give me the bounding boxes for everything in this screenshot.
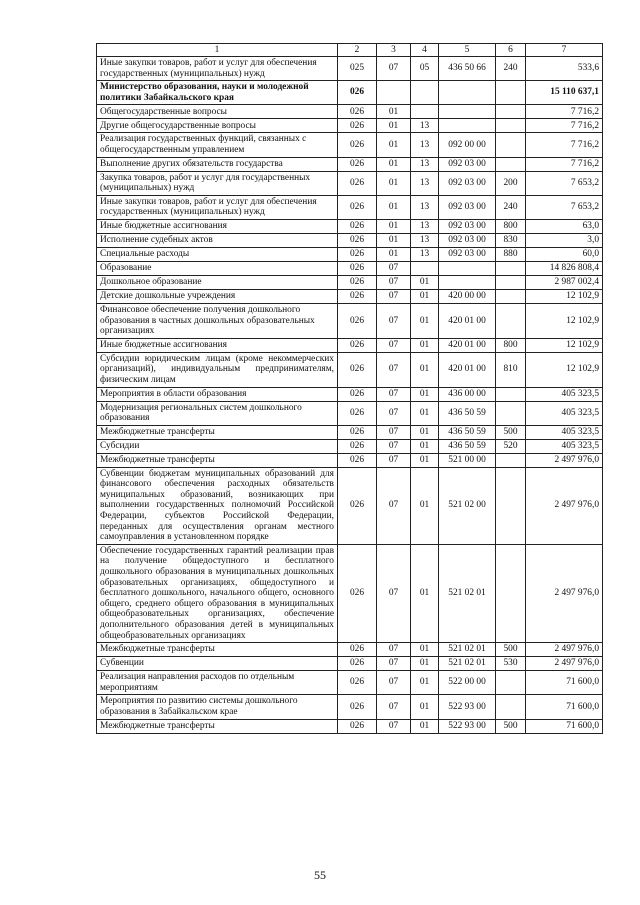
target-article-code: 092 03 00: [439, 247, 496, 261]
expense-type-code: 200: [496, 171, 526, 195]
column-number-3: 3: [377, 44, 411, 57]
subsection-code: 13: [411, 133, 439, 157]
expense-type-code: 830: [496, 233, 526, 247]
row-name: Выполнение других обязательств государства: [97, 157, 338, 171]
row-name: Финансовое обеспечение получения дошкольного образования в частных дошкольных образовательных организациях: [97, 303, 338, 338]
target-article-code: [439, 119, 496, 133]
budget-table-page: [96, 43, 602, 734]
table-row: [97, 133, 603, 157]
expense-type-code: [496, 467, 526, 544]
table-row: [97, 219, 603, 233]
target-article-code: 092 03 00: [439, 157, 496, 171]
section-code: 07: [377, 289, 411, 303]
section-code: 07: [377, 387, 411, 401]
row-name: Закупка товаров, работ и услуг для государственных (муниципальных) нужд: [97, 171, 338, 195]
expense-type-code: [496, 401, 526, 425]
amount: 15 110 637,1: [526, 81, 603, 105]
column-number-2: 2: [338, 44, 377, 57]
table-row: [97, 57, 603, 81]
ministry-code: 026: [338, 467, 377, 544]
ministry-code: 026: [338, 157, 377, 171]
amount: 405 323,5: [526, 439, 603, 453]
subsection-code: 01: [411, 275, 439, 289]
table-row: [97, 401, 603, 425]
expense-type-code: [496, 695, 526, 719]
target-article-code: 420 01 00: [439, 303, 496, 338]
amount: 2 497 976,0: [526, 544, 603, 642]
target-article-code: 521 02 01: [439, 657, 496, 671]
amount: 71 600,0: [526, 695, 603, 719]
column-number-4: 4: [411, 44, 439, 57]
table-row: [97, 275, 603, 289]
row-name: Образование: [97, 261, 338, 275]
expense-type-code: [496, 133, 526, 157]
section-code: 07: [377, 401, 411, 425]
section-code: 07: [377, 467, 411, 544]
subsection-code: 01: [411, 439, 439, 453]
table-row: [97, 719, 603, 733]
amount: 12 102,9: [526, 352, 603, 387]
expense-type-code: [496, 289, 526, 303]
table-row: [97, 671, 603, 695]
ministry-code: 026: [338, 233, 377, 247]
amount: 405 323,5: [526, 387, 603, 401]
table-row: [97, 105, 603, 119]
row-name: Мероприятия по развитию системы дошкольного образования в Забайкальском крае: [97, 695, 338, 719]
expense-type-code: 520: [496, 439, 526, 453]
subsection-code: [411, 261, 439, 275]
target-article-code: 521 00 00: [439, 453, 496, 467]
row-name: Субвенции: [97, 657, 338, 671]
ministry-code: 026: [338, 247, 377, 261]
ministry-code: 026: [338, 401, 377, 425]
subsection-code: 01: [411, 544, 439, 642]
expense-type-code: 800: [496, 219, 526, 233]
ministry-code: 026: [338, 387, 377, 401]
ministry-code: 026: [338, 119, 377, 133]
section-code: 07: [377, 275, 411, 289]
ministry-code: 026: [338, 544, 377, 642]
expense-type-code: [496, 275, 526, 289]
section-code: 01: [377, 157, 411, 171]
target-article-code: 436 50 59: [439, 439, 496, 453]
subsection-code: 01: [411, 401, 439, 425]
section-code: 07: [377, 303, 411, 338]
subsection-code: [411, 105, 439, 119]
subsection-code: 13: [411, 157, 439, 171]
expense-type-code: 240: [496, 57, 526, 81]
subsection-code: 01: [411, 303, 439, 338]
target-article-code: [439, 275, 496, 289]
target-article-code: 092 03 00: [439, 195, 496, 219]
amount: 2 497 976,0: [526, 657, 603, 671]
ministry-code: 026: [338, 81, 377, 105]
ministry-code: 026: [338, 671, 377, 695]
subsection-code: 01: [411, 453, 439, 467]
row-name: Модернизация региональных систем дошкольного образования: [97, 401, 338, 425]
section-code: 07: [377, 338, 411, 352]
subsection-code: 01: [411, 289, 439, 303]
page-number: 55: [314, 868, 326, 882]
column-number-5: 5: [439, 44, 496, 57]
amount: 7 716,2: [526, 105, 603, 119]
expense-type-code: 240: [496, 195, 526, 219]
row-name: Реализация направления расходов по отдельным мероприятиям: [97, 671, 338, 695]
table-row: [97, 261, 603, 275]
subsection-code: 01: [411, 467, 439, 544]
target-article-code: 521 02 01: [439, 544, 496, 642]
target-article-code: 522 00 00: [439, 671, 496, 695]
table-row: [97, 643, 603, 657]
table-row: [97, 289, 603, 303]
expense-type-code: 500: [496, 425, 526, 439]
subsection-code: 01: [411, 695, 439, 719]
table-body: [97, 57, 603, 734]
amount: 7 716,2: [526, 133, 603, 157]
row-name: Детские дошкольные учреждения: [97, 289, 338, 303]
expense-type-code: [496, 261, 526, 275]
amount: 2 497 976,0: [526, 467, 603, 544]
amount: 2 497 976,0: [526, 453, 603, 467]
row-name: Дошкольное образование: [97, 275, 338, 289]
expense-type-code: [496, 303, 526, 338]
ministry-code: 026: [338, 195, 377, 219]
section-code: 07: [377, 453, 411, 467]
expense-type-code: [496, 544, 526, 642]
amount: 14 826 808,4: [526, 261, 603, 275]
row-name: Обеспечение государственных гарантий реализации прав на получение общедоступного и бесплатного дошкольного образования в муниципальных дошкольных образовательных организациях, общедоступного и бесплатного дошкольного, начального общего, основного общего, среднего общего образования в муниципальных общеобразовательных организациях, обеспечение дополнительного образования детей в муниципальных общеобразовательных организациях: [97, 544, 338, 642]
amount: 63,0: [526, 219, 603, 233]
target-article-code: 420 01 00: [439, 338, 496, 352]
expense-type-code: [496, 453, 526, 467]
ministry-code: 026: [338, 352, 377, 387]
section-code: 01: [377, 133, 411, 157]
table-row: [97, 233, 603, 247]
column-number-6: 6: [496, 44, 526, 57]
subsection-code: 13: [411, 195, 439, 219]
expense-type-code: 810: [496, 352, 526, 387]
ministry-code: 026: [338, 133, 377, 157]
row-name: Общегосударственные вопросы: [97, 105, 338, 119]
table-row: [97, 81, 603, 105]
target-article-code: 436 00 00: [439, 387, 496, 401]
amount: 7 716,2: [526, 157, 603, 171]
ministry-code: 026: [338, 719, 377, 733]
row-name: Министерство образования, науки и молодежной политики Забайкальского края: [97, 81, 338, 105]
subsection-code: 13: [411, 247, 439, 261]
budget-table: [96, 43, 603, 734]
amount: 12 102,9: [526, 338, 603, 352]
ministry-code: 026: [338, 657, 377, 671]
target-article-code: [439, 105, 496, 119]
target-article-code: 092 00 00: [439, 133, 496, 157]
expense-type-code: [496, 119, 526, 133]
table-row: [97, 425, 603, 439]
target-article-code: [439, 81, 496, 105]
table-row: [97, 338, 603, 352]
section-code: 07: [377, 544, 411, 642]
table-header-row: [97, 44, 603, 57]
target-article-code: 092 03 00: [439, 233, 496, 247]
subsection-code: 01: [411, 425, 439, 439]
column-number-7: 7: [526, 44, 603, 57]
target-article-code: 522 93 00: [439, 695, 496, 719]
ministry-code: 026: [338, 219, 377, 233]
amount: 3,0: [526, 233, 603, 247]
section-code: 07: [377, 657, 411, 671]
ministry-code: 026: [338, 695, 377, 719]
amount: 7 653,2: [526, 171, 603, 195]
table-row: [97, 387, 603, 401]
target-article-code: 522 93 00: [439, 719, 496, 733]
ministry-code: 026: [338, 303, 377, 338]
row-name: Субсидии: [97, 439, 338, 453]
amount: 405 323,5: [526, 401, 603, 425]
ministry-code: 026: [338, 338, 377, 352]
expense-type-code: [496, 157, 526, 171]
section-code: 07: [377, 671, 411, 695]
section-code: 01: [377, 247, 411, 261]
row-name: Иные бюджетные ассигнования: [97, 219, 338, 233]
table-row: [97, 453, 603, 467]
expense-type-code: [496, 387, 526, 401]
target-article-code: 092 03 00: [439, 219, 496, 233]
subsection-code: 13: [411, 171, 439, 195]
table-row: [97, 352, 603, 387]
ministry-code: 026: [338, 171, 377, 195]
table-row: [97, 171, 603, 195]
section-code: 07: [377, 261, 411, 275]
section-code: [377, 81, 411, 105]
section-code: 07: [377, 643, 411, 657]
table-row: [97, 195, 603, 219]
ministry-code: 025: [338, 57, 377, 81]
section-code: 01: [377, 219, 411, 233]
ministry-code: 026: [338, 289, 377, 303]
ministry-code: 026: [338, 439, 377, 453]
section-code: 01: [377, 233, 411, 247]
row-name: Межбюджетные трансферты: [97, 719, 338, 733]
ministry-code: 026: [338, 261, 377, 275]
row-name: Иные закупки товаров, работ и услуг для обеспечения государственных (муниципальных) нужд: [97, 195, 338, 219]
row-name: Специальные расходы: [97, 247, 338, 261]
subsection-code: 13: [411, 233, 439, 247]
section-code: 07: [377, 695, 411, 719]
amount: 7 653,2: [526, 195, 603, 219]
target-article-code: [439, 261, 496, 275]
section-code: 01: [377, 195, 411, 219]
row-name: Мероприятия в области образования: [97, 387, 338, 401]
expense-type-code: 500: [496, 719, 526, 733]
subsection-code: 01: [411, 643, 439, 657]
target-article-code: 521 02 01: [439, 643, 496, 657]
amount: 7 716,2: [526, 119, 603, 133]
row-name: Исполнение судебных актов: [97, 233, 338, 247]
table-row: [97, 247, 603, 261]
expense-type-code: 800: [496, 338, 526, 352]
subsection-code: 01: [411, 657, 439, 671]
amount: 12 102,9: [526, 303, 603, 338]
row-name: Иные бюджетные ассигнования: [97, 338, 338, 352]
amount: 71 600,0: [526, 671, 603, 695]
amount: 405 323,5: [526, 425, 603, 439]
ministry-code: 026: [338, 275, 377, 289]
row-name: Субвенции бюджетам муниципальных образований для финансового обеспечения расходных обязательств муниципальных образований, возникающих при выполнении государственных полномочий Российской Федерации, субъектов Российской Федерации, переданных для осуществления органам местного самоуправления в установленном порядке: [97, 467, 338, 544]
subsection-code: 01: [411, 387, 439, 401]
section-code: 07: [377, 719, 411, 733]
amount: 2 987 002,4: [526, 275, 603, 289]
section-code: 07: [377, 352, 411, 387]
amount: 12 102,9: [526, 289, 603, 303]
table-row: [97, 119, 603, 133]
amount: 71 600,0: [526, 719, 603, 733]
expense-type-code: [496, 671, 526, 695]
expense-type-code: [496, 81, 526, 105]
subsection-code: 01: [411, 719, 439, 733]
amount: 533,6: [526, 57, 603, 81]
ministry-code: 026: [338, 643, 377, 657]
target-article-code: 420 01 00: [439, 352, 496, 387]
target-article-code: 436 50 59: [439, 401, 496, 425]
expense-type-code: 500: [496, 643, 526, 657]
target-article-code: 092 03 00: [439, 171, 496, 195]
subsection-code: 13: [411, 219, 439, 233]
row-name: Субсидии юридическим лицам (кроме некоммерческих организаций), индивидуальным предпринимателям, физическим лицам: [97, 352, 338, 387]
table-row: [97, 544, 603, 642]
section-code: 07: [377, 425, 411, 439]
section-code: 01: [377, 119, 411, 133]
ministry-code: 026: [338, 453, 377, 467]
table-row: [97, 303, 603, 338]
section-code: 01: [377, 171, 411, 195]
subsection-code: [411, 81, 439, 105]
table-row: [97, 695, 603, 719]
table-row: [97, 467, 603, 544]
expense-type-code: 880: [496, 247, 526, 261]
row-name: Реализация государственных функций, связанных с общегосударственным управлением: [97, 133, 338, 157]
table-row: [97, 657, 603, 671]
target-article-code: 521 02 00: [439, 467, 496, 544]
subsection-code: 13: [411, 119, 439, 133]
section-code: 07: [377, 57, 411, 81]
subsection-code: 01: [411, 352, 439, 387]
expense-type-code: 530: [496, 657, 526, 671]
target-article-code: 420 00 00: [439, 289, 496, 303]
row-name: Межбюджетные трансферты: [97, 453, 338, 467]
subsection-code: 05: [411, 57, 439, 81]
section-code: 07: [377, 439, 411, 453]
subsection-code: 01: [411, 338, 439, 352]
row-name: Межбюджетные трансферты: [97, 425, 338, 439]
row-name: Межбюджетные трансферты: [97, 643, 338, 657]
table-row: [97, 439, 603, 453]
column-number-1: 1: [97, 44, 338, 57]
amount: 60,0: [526, 247, 603, 261]
row-name: Другие общегосударственные вопросы: [97, 119, 338, 133]
subsection-code: 01: [411, 671, 439, 695]
target-article-code: 436 50 66: [439, 57, 496, 81]
target-article-code: 436 50 59: [439, 425, 496, 439]
table-row: [97, 157, 603, 171]
ministry-code: 026: [338, 105, 377, 119]
expense-type-code: [496, 105, 526, 119]
section-code: 01: [377, 105, 411, 119]
row-name: Иные закупки товаров, работ и услуг для обеспечения государственных (муниципальных) нужд: [97, 57, 338, 81]
ministry-code: 026: [338, 425, 377, 439]
amount: 2 497 976,0: [526, 643, 603, 657]
